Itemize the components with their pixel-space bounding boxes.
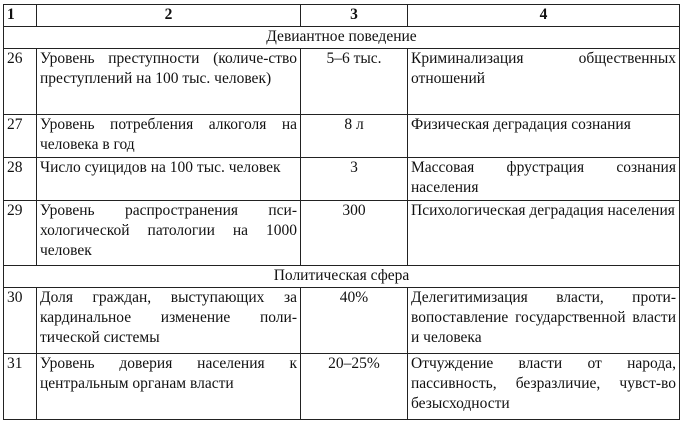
row-number: 29 — [4, 200, 37, 265]
row-indicator: Уровень преступности (количе-ство преступлений на 100 тыс. человек) — [37, 49, 301, 114]
row-consequence: Криминализация общественных отношений — [408, 49, 680, 114]
row-indicator: Уровень доверия населения к центральным органам власти — [37, 353, 301, 419]
row-value: 300 — [301, 200, 408, 265]
row-number: 26 — [4, 49, 37, 114]
header-col-1: 1 — [4, 5, 37, 27]
row-number: 30 — [4, 288, 37, 353]
row-value: 40% — [301, 288, 408, 353]
data-table — [3, 4, 680, 420]
row-number: 28 — [4, 157, 37, 200]
row-consequence: Отчуждение власти от народа, пассивность, безразличие, чувст-во безысходности — [408, 353, 680, 419]
section-title: Политическая сфера — [4, 266, 680, 288]
row-number: 27 — [4, 114, 37, 157]
row-consequence: Физическая деградация сознания — [408, 114, 680, 157]
row-indicator: Доля граждан, выступающих за кардинальное изменение поли-тической системы — [37, 288, 301, 353]
row-value: 8 л — [301, 114, 408, 157]
table-row — [4, 49, 680, 114]
table-row — [4, 114, 680, 157]
header-col-2: 2 — [37, 5, 301, 27]
row-consequence: Психологическая деградация населения — [408, 200, 680, 265]
table-row — [4, 288, 680, 353]
row-value: 20–25% — [301, 353, 408, 419]
row-value: 3 — [301, 157, 408, 200]
row-consequence: Массовая фрустрация сознания населения — [408, 157, 680, 200]
row-number: 31 — [4, 353, 37, 419]
section-row-political — [4, 266, 680, 288]
row-value: 5–6 тыс. — [301, 49, 408, 114]
table-row — [4, 353, 680, 419]
section-title: Девиантное поведение — [4, 27, 680, 49]
row-indicator: Уровень распространения пси-хологической патологии на 1000 человек — [37, 200, 301, 265]
row-indicator: Число суицидов на 100 тыс. человек — [37, 157, 301, 200]
table-row — [4, 157, 680, 200]
row-consequence: Делегитимизация власти, проти-вопоставление государственной власти и человека — [408, 288, 680, 353]
header-col-3: 3 — [301, 5, 408, 27]
header-col-4: 4 — [408, 5, 680, 27]
table-row — [4, 200, 680, 265]
section-row-deviant — [4, 27, 680, 49]
header-row — [4, 5, 680, 27]
row-indicator: Уровень потребления алкоголя на человека в год — [37, 114, 301, 157]
